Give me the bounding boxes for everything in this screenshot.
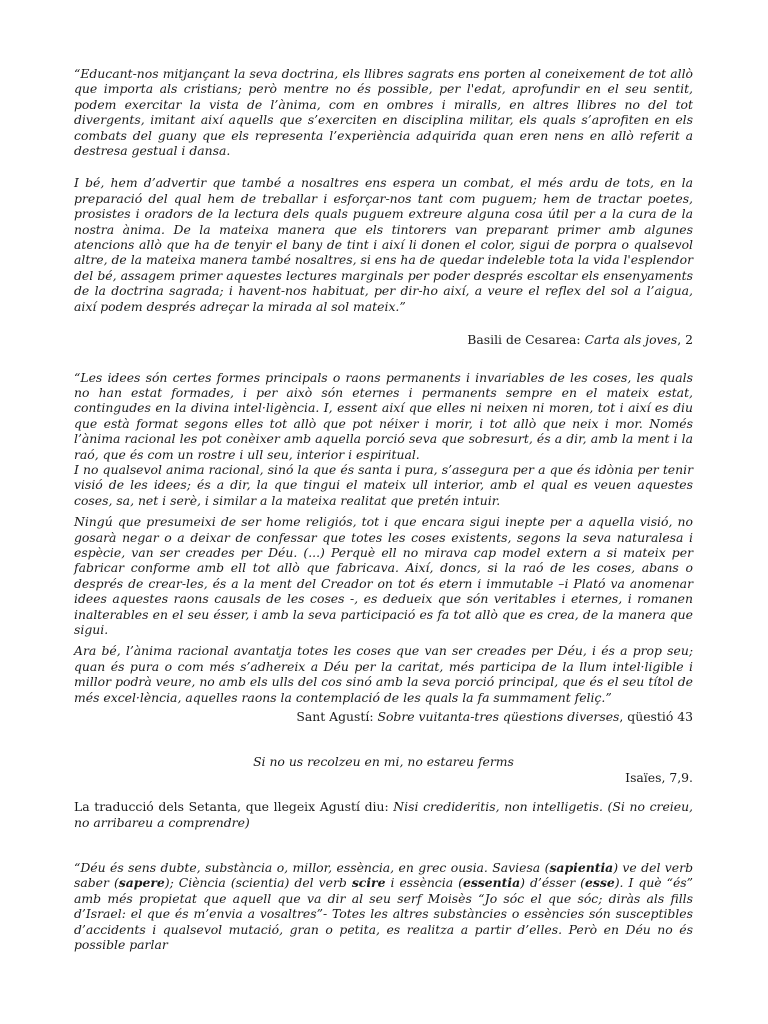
term-essentia: essentia <box>462 875 521 891</box>
augustine-source-title: Sobre vuitanta-tres qüestions diverses <box>377 709 620 725</box>
essence-text-4: i essència ( <box>385 875 463 891</box>
essence-text-6: ). I què “és” amb més propietat que aquell que va dir al seu serf Moisès “Jo sóc el que sóc; diràs als fills d’Israel: el que és m’envia a vosaltres”- Totes les altres substàncies o essències són susceptibles d’accidents i qualsevol mutació, gran o petita, es realitza a partir d’elles. Però en Déu no és possible parlar <box>74 875 693 953</box>
basil-quote-paragraph-1: “Educant-nos mitjançant la seva doctrina, els llibres sagrats ens porten al coneixement de tot allò que importa als cristians; però mentre no és possible, per l'edat, aprofundir en el seu sentit, podem exercitar la vista de l’ànima, com en ombres i miralls, en altres llibres no del tot divergents, imitant així aquells que s’exerciten en disciplina militar, els quals s’aprofiten en els combats del guany que els representa l’experiència adquirida quan eren nens en allò referit a destresa gestual i dansa. <box>74 66 693 159</box>
essence-text-1: “Déu és sens dubte, substància o, millor, essència, en grec ousia. Saviesa ( <box>74 860 550 876</box>
basil-source-title: Carta als joves <box>584 332 678 348</box>
basil-source-author: Basili de Cesarea: <box>467 332 585 348</box>
augustine-quote-paragraph-1: “Les idees són certes formes principals o raons permanents i invariables de les coses, les quals no han estat formades, i per això són eternes i permanents sempre en el mateix estat, contingudes en la divina intel·ligència. I, essent així que elles ni neixen ni moren, tot i així es diu que està format segons elles tot allò que pot néixer i morir, i tot allò que neix i mor. Només l’ànima racional les pot conèixer amb aquella porció seva que sobresurt, és a dir, amb la ment i la raó, que és com un rostre i ull seu, interior i espiritual. <box>74 369 693 462</box>
basil-source-citation <box>74 332 693 347</box>
augustine-source-author: Sant Agustí: <box>296 709 378 725</box>
essence-text-5: ) d’ésser ( <box>520 875 585 891</box>
term-scire: scire <box>351 875 386 891</box>
augustine-quote-paragraph-4: Ara bé, l’ànima racional avantatja totes les coses que van ser creades per Déu, i és a prop seu; quan és pura o com més s’adhereix a Déu per la caritat, més participa de la llum intel·ligible i millor podrà veure, no amb els ulls del cos sinó amb la seva porció principal, que és el seu títol de més excel·lència, aquelles raons la contemplació de les quals la fa summament feliç.” <box>74 643 693 705</box>
term-esse: esse <box>584 875 615 891</box>
basil-source-ref: , 2 <box>677 332 693 348</box>
term-sapere: sapere <box>118 875 165 891</box>
septuagint-text: La traducció dels Setanta, que llegeix Agustí diu: <box>74 799 394 815</box>
essence-text-2: ) ve del verb saber ( <box>74 860 693 891</box>
augustine-essence-quote <box>74 860 693 952</box>
septuagint-note <box>74 799 693 830</box>
isaiah-quote: Si no us recolzeu en mi, no estareu ferms <box>253 754 514 770</box>
isaiah-reference: Isaïes, 7,9. <box>625 769 693 785</box>
augustine-source-ref: , qüestió 43 <box>619 709 693 725</box>
basil-quote-paragraph-2: I bé, hem d’advertir que també a nosaltres ens espera un combat, el més ardu de tots, en la preparació del qual hem de treballar i esforçar-nos tant com puguem; hem de tractar poetes, prosistes i oradors de la lectura dels quals puguem extreure alguna cosa útil per a la cura de la nostra ànima. De la mateixa manera que els tintorers van preparant primer amb algunes atencions allò que ha de tenyir el bany de tint i així li donen el color, sigui de porpra o qualsevol altre, de la mateixa manera també nosaltres, si ens ha de quedar indeleble tota la vida l'esplendor del bé, assagem primer aquestes lectures marginals per poder després escoltar els ensenyaments de la doctrina sagrada; i havent-nos habituat, per dir-ho així, a veure el reflex del sol a l’aigua, així podem després adreçar la mirada al sol mateix.” <box>74 175 693 314</box>
septuagint-latin: Nisi credideritis, non intelligetis. (Si no creieu, no arribareu a comprendre) <box>74 799 693 830</box>
augustine-quote-paragraph-3: Ningú que presumeixi de ser home religiós, tot i que encara sigui inepte per a aquella visió, no gosarà negar o a deixar de confessar que totes les coses existents, segons la seva naturalesa i espècie, van ser creades per Déu. (...) Perquè ell no mirava cap model extern a si mateix per fabricar conforme amb ell tot allò que fabricava. Així, doncs, si la raó de les coses, abans o després de crear-les, és a la ment del Creador on tot és etern i immutable –i Plató va anomenar idees aquestes raons causals de les coses -, es dedueix que són veritables i eternes, i romanen inalterables en el seu ésser, i amb la seva participació es fa tot allò que es crea, de la manera que sigui. <box>74 514 693 637</box>
augustine-source-citation <box>74 709 693 724</box>
augustine-quote-paragraph-2: I no qualsevol anima racional, sinó la que és santa i pura, s’assegura per a que és idònia per tenir visió de les idees; és a dir, la que tingui el mateix ull interior, amb el qual es veuen aquestes coses, sa, net i serè, i similar a la mateixa realitat que pretén intuir. <box>74 461 693 508</box>
term-sapientia: sapientia <box>549 860 614 876</box>
essence-text-3: ); Ciència (scientia) del verb <box>164 875 352 891</box>
